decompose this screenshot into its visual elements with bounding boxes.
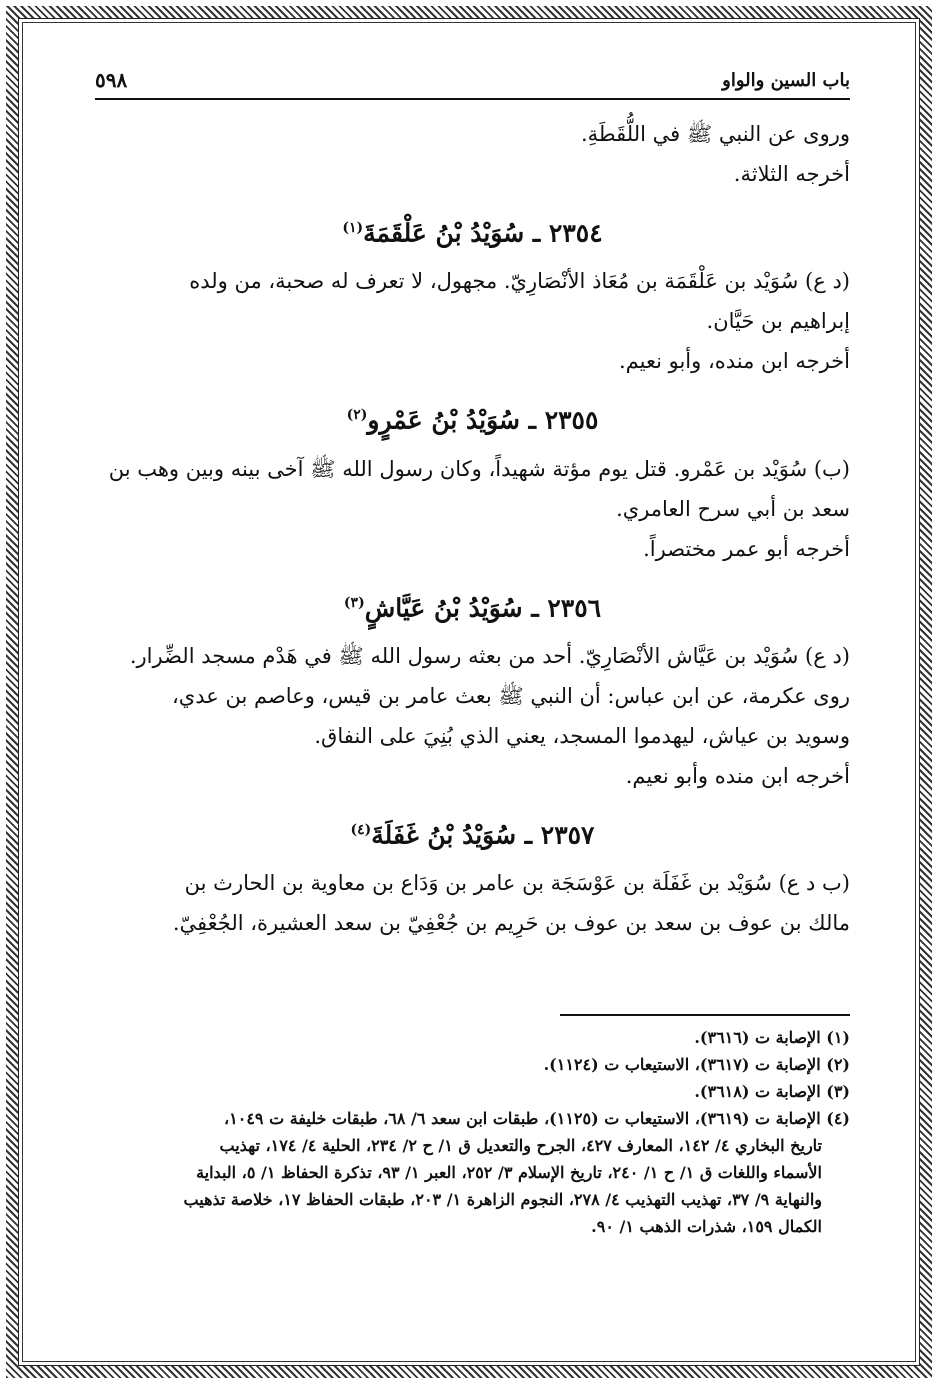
page	[95, 60, 850, 943]
footnote-line: (١) الإصابة ت (٣٦١٦).	[694, 1028, 850, 1047]
text-line: أخرجه ابن منده وأبو نعيم.	[625, 763, 850, 788]
entry-title	[95, 208, 850, 253]
text-line: (د ع) سُوَيْد بن عَيَّاش الأنْصَارِيّ. أحد من بعثه رسول الله ﷺ في هَدْم مسجد الضِّرار.	[129, 643, 850, 668]
footnote-line: (٢) الإصابة ت (٣٦١٧)، الاستيعاب ت (١١٢٤).	[543, 1055, 850, 1074]
footnote-line: والنهاية ٩/ ٣٧، تهذيب التهذيب ٤/ ٢٧٨، النجوم الزاهرة ١/ ٢٠٣، طبقات الحفاظ ١٧، خلاصة تذهيب	[183, 1190, 822, 1209]
footnote-list	[95, 1024, 850, 1240]
entry-title-text: ٢٣٥٦ ـ سُوَيْدُ بْنُ عَيَّاشٍ	[364, 592, 602, 622]
footnote-ref: (٤)	[350, 821, 372, 838]
footnote-line: تاريخ البخاري ٤/ ١٤٢، المعارف ٤٢٧، الجرح والتعديل ق ١/ ح ٢/ ٢٣٤، الحلية ٤/ ١٧٤، تهذيب	[219, 1136, 822, 1155]
main-text	[95, 114, 850, 943]
entry-title	[95, 810, 850, 855]
footnote-ref: (٣)	[343, 594, 365, 611]
running-header	[95, 60, 850, 100]
text-line: وروى عن النبي ﷺ في اللُّقَطَةِ.	[580, 122, 850, 146]
text-line: (ب) سُوَيْد بن عَمْرو. قتل يوم مؤتة شهيداً، وكان رسول الله ﷺ آخى بينه وبين وهب بن	[108, 456, 850, 481]
footnote-ref: (١)	[342, 220, 364, 236]
footnote-line: (٤) الإصابة ت (٣٦١٩)، الاستيعاب ت (١١٢٥)، طبقات ابن سعد ٦/ ٦٨، طبقات خليفة ت ١٠٤٩،	[223, 1109, 850, 1128]
text-line: وسويد بن عياش، ليهدموا المسجد، يعني الذي بُنِيَ على النفاق.	[314, 723, 850, 748]
footnote-ref: (٢)	[346, 407, 368, 424]
text-line: إبراهيم بن حَيَّان.	[706, 309, 850, 334]
text-line: أخرجه ابن منده، وأبو نعيم.	[618, 349, 850, 374]
entry-title	[95, 583, 850, 628]
text-line: روى عكرمة، عن ابن عباس: أن النبي ﷺ بعث عامر بن قيس، وعاصم بن عدي،	[172, 683, 850, 708]
footnote-line: الأسماء واللغات ق ١/ ح ١/ ٢٤٠، تاريخ الإسلام ٣/ ٢٥٢، العبر ١/ ٩٣، تذكرة الحفاظ ١/ ٥، البداية	[196, 1163, 822, 1182]
footnote-line: (٣) الإصابة ت (٣٦١٨).	[694, 1082, 850, 1101]
text-line: مالك بن عوف بن سعد بن عوف بن حَرِيم بن جُعْفِيّ بن سعد العشيرة، الجُعْفِيّ.	[172, 911, 850, 936]
text-line: أخرجه أبو عمر مختصراً.	[643, 536, 850, 561]
text-line: (د ع) سُوَيْد بن عَلْقَمَة بن مُعَاذ الأنْصَارِيّ. مجهول، لا تعرف له صحبة، من ولده	[189, 269, 850, 294]
text-line: أخرجه الثلاثة.	[733, 162, 850, 186]
section-title: باب السين والواو	[722, 70, 850, 91]
footnote-line: الكمال ١٥٩، شذرات الذهب ١/ ٩٠.	[591, 1217, 822, 1236]
page-number: ٥٩٨	[95, 68, 128, 92]
footnotes	[95, 1014, 850, 1240]
entry-title	[95, 395, 850, 440]
text-line: سعد بن أبي سرح العامري.	[616, 496, 850, 521]
text-line: (ب د ع) سُوَيْد بن غَفَلَة بن عَوْسَجَة بن عامر بن وَدَاع بن معاوية بن الحارث بن	[184, 871, 850, 896]
footnote-rule	[560, 1014, 850, 1016]
entry-title-text: ٢٣٥٤ ـ سُوَيْدُ بْنُ عَلْقَمَةَ	[363, 218, 603, 248]
entry-title-text: ٢٣٥٥ ـ سُوَيْدُ بْنُ عَمْرٍو	[367, 405, 599, 435]
entry-title-text: ٢٣٥٧ ـ سُوَيْدُ بْنُ غَفَلَةَ	[371, 820, 595, 850]
